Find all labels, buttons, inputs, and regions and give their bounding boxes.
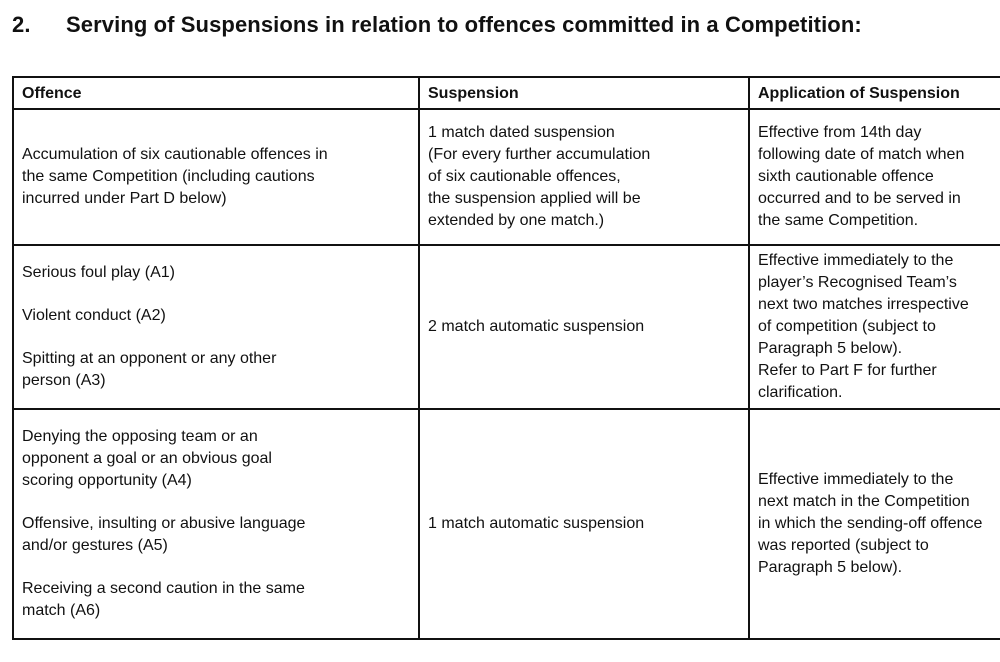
- suspension-cell: [419, 109, 749, 245]
- offence-block: [22, 305, 410, 327]
- offence-cell: [13, 245, 419, 409]
- section-number: 2.: [12, 12, 31, 37]
- offence-cell: [13, 109, 419, 245]
- application-cell: [749, 245, 1000, 409]
- offence-line: Denying the opposing team or an: [22, 428, 258, 445]
- application-cell: [749, 109, 1000, 245]
- suspension-line: of six cautionable offences,: [428, 168, 621, 185]
- offence-line: incurred under Part D below): [22, 190, 227, 207]
- application-line: Effective immediately to the: [758, 252, 954, 269]
- section-title: Serving of Suspensions in relation to offences committed in a Competition:: [66, 12, 862, 37]
- application-cell: [749, 409, 1000, 639]
- offence-line: Spitting at an opponent or any other: [22, 350, 277, 367]
- application-line: occurred and to be served in: [758, 190, 961, 207]
- application-line: player’s Recognised Team’s: [758, 274, 957, 291]
- header-offence: Offence: [13, 77, 419, 109]
- application-line: Effective from 14th day: [758, 124, 922, 141]
- offence-block: [22, 578, 410, 622]
- table-header-row: [13, 77, 1000, 109]
- offence-line: opponent a goal or an obvious goal: [22, 450, 272, 467]
- application-line: the same Competition.: [758, 212, 919, 229]
- suspension-line: the suspension applied will be: [428, 190, 641, 207]
- suspension-line: 1 match dated suspension: [428, 124, 615, 141]
- offence-line: scoring opportunity (A4): [22, 472, 192, 489]
- offence-line: person (A3): [22, 372, 106, 389]
- offence-line: Violent conduct (A2): [22, 307, 166, 324]
- suspension-line: 2 match automatic suspension: [428, 318, 645, 335]
- offence-block: [22, 513, 410, 557]
- application-line: following date of match when: [758, 146, 965, 163]
- offence-block: [22, 426, 410, 492]
- application-line: next two matches irrespective: [758, 296, 969, 313]
- offence-line: Accumulation of six cautionable offences in: [22, 146, 328, 163]
- application-line: in which the sending-off offence: [758, 515, 983, 532]
- offence-line: the same Competition (including cautions: [22, 168, 315, 185]
- offence-line: match (A6): [22, 602, 101, 619]
- application-line: Paragraph 5 below).: [758, 340, 903, 357]
- suspension-line: extended by one match.): [428, 212, 605, 229]
- header-application: Application of Suspension: [749, 77, 1000, 109]
- suspension-line: 1 match automatic suspension: [428, 515, 645, 532]
- header-suspension: Suspension: [419, 77, 749, 109]
- application-line: Refer to Part F for further: [758, 362, 937, 379]
- suspensions-table: [12, 76, 1000, 640]
- offence-line: Offensive, insulting or abusive language: [22, 515, 306, 532]
- table-row: [13, 409, 1000, 639]
- offence-block: [22, 348, 410, 392]
- suspension-cell: [419, 245, 749, 409]
- offence-block: [22, 262, 410, 284]
- application-line: was reported (subject to: [758, 537, 929, 554]
- table-row: [13, 245, 1000, 409]
- application-line: next match in the Competition: [758, 493, 970, 510]
- offence-line: and/or gestures (A5): [22, 537, 168, 554]
- table-row: [13, 109, 1000, 245]
- application-line: clarification.: [758, 384, 843, 401]
- application-line: Paragraph 5 below).: [758, 559, 903, 576]
- application-line: Effective immediately to the: [758, 471, 954, 488]
- offence-line: Serious foul play (A1): [22, 264, 175, 281]
- offence-line: Receiving a second caution in the same: [22, 580, 305, 597]
- offence-cell: [13, 409, 419, 639]
- application-line: sixth cautionable offence: [758, 168, 934, 185]
- suspension-cell: [419, 409, 749, 639]
- application-line: of competition (subject to: [758, 318, 936, 335]
- offence-block: [22, 144, 410, 210]
- section-heading: [12, 12, 862, 38]
- suspension-line: (For every further accumulation: [428, 146, 651, 163]
